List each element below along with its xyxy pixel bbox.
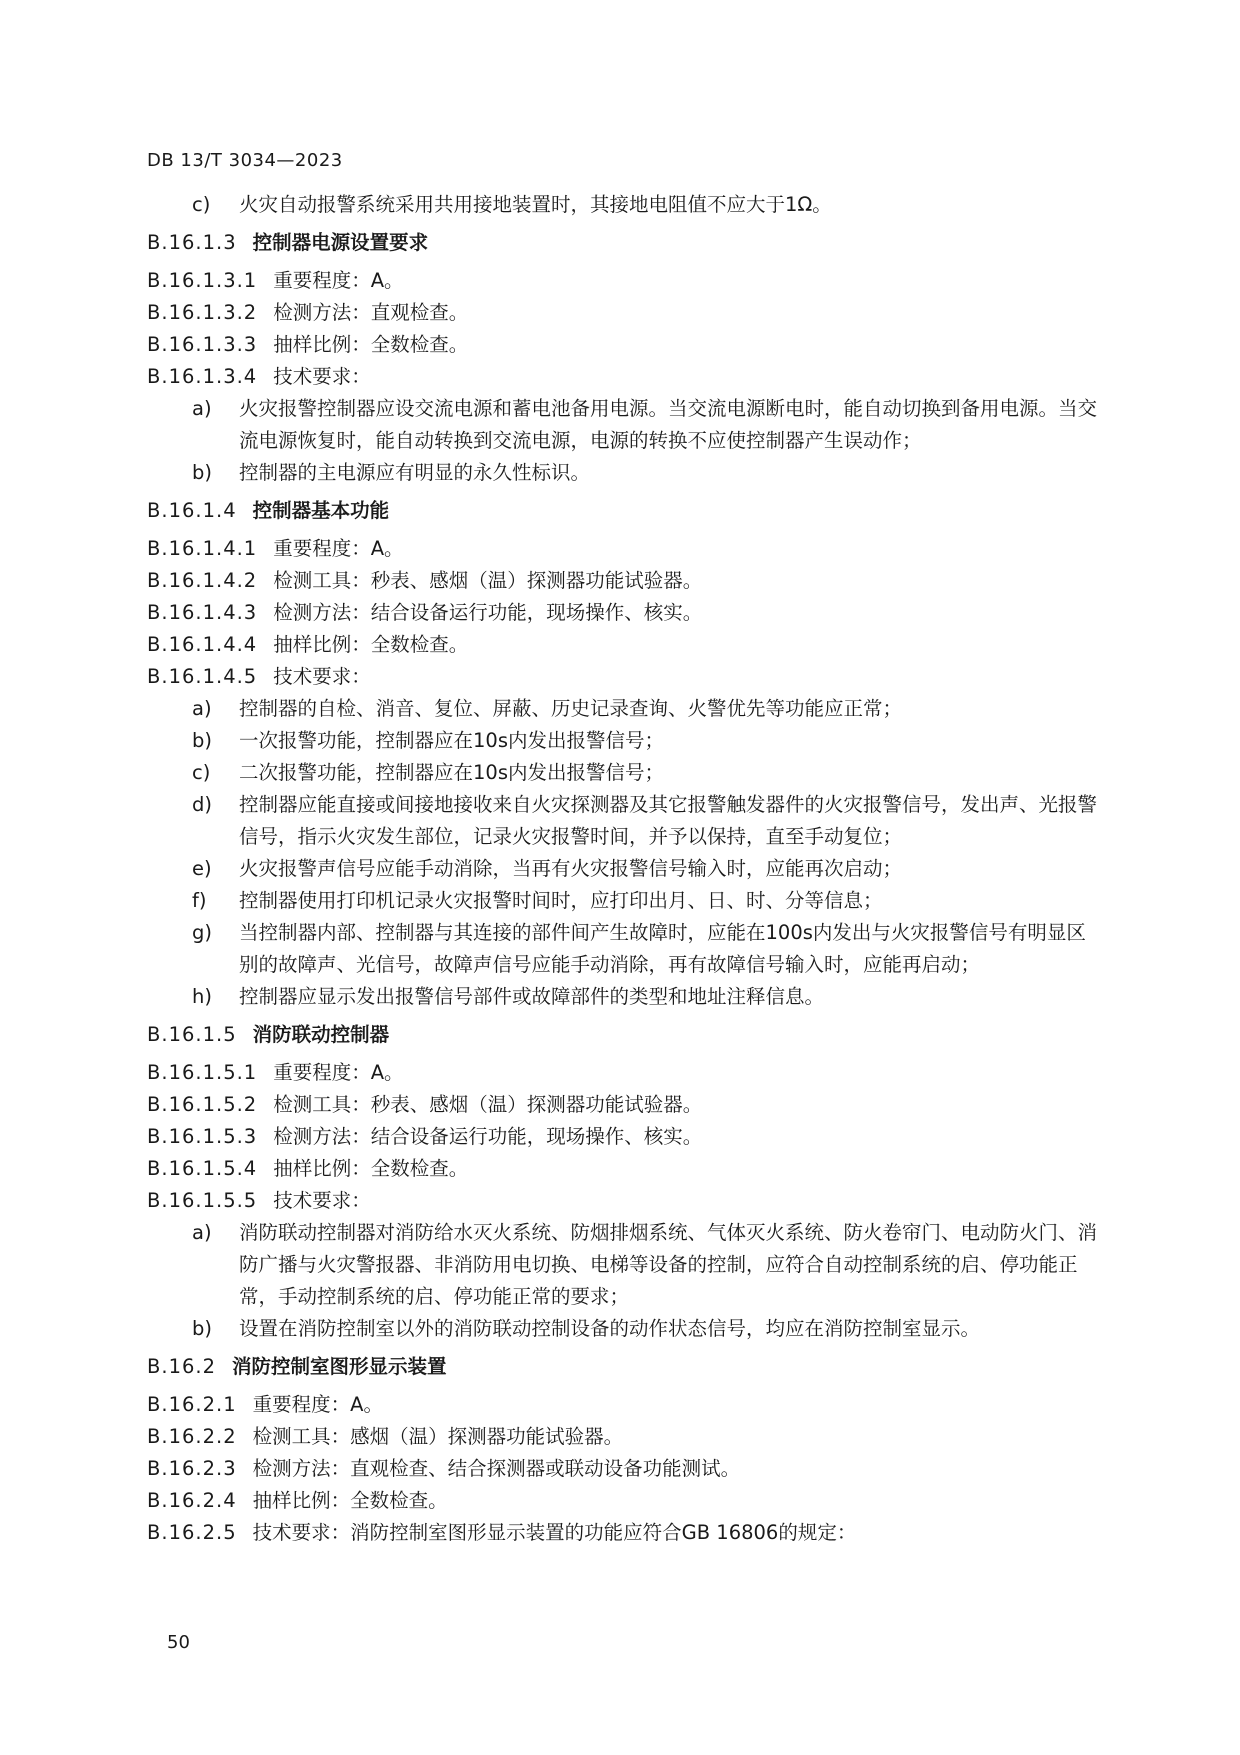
- list-item: [147, 693, 1097, 725]
- list-item-text: 火灾报警控制器应设交流电源和蓄电池备用电源。当交流电源断电时，能自动切换到备用电源。当交流电源恢复时，能自动转换到交流电源，电源的转换不应使控制器产生误动作；: [239, 397, 1098, 452]
- clause-number: B.16.1.5.1: [147, 1061, 258, 1084]
- list-marker: a): [192, 1221, 212, 1244]
- clause-text: 技术要求：: [273, 365, 371, 388]
- section-heading: [147, 1019, 1097, 1051]
- clause: [147, 629, 1097, 661]
- list-item-text: 火灾自动报警系统采用共用接地装置时，其接地电阻值不应大于1Ω。: [239, 193, 832, 216]
- clause-number: B.16.1.5.2: [147, 1093, 258, 1116]
- list-item: [147, 757, 1097, 789]
- clause: [147, 661, 1097, 693]
- clause: [147, 1153, 1097, 1185]
- clause-number: B.16.1.4.1: [147, 537, 258, 560]
- clause-text: 抽样比例：全数检查。: [273, 633, 469, 656]
- list-marker: h): [192, 985, 212, 1008]
- clause-number: B.16.1.3.2: [147, 301, 258, 324]
- clause-text: 检测工具：感烟（温）探测器功能试验器。: [252, 1425, 624, 1448]
- section-title: 控制器电源设置要求: [252, 231, 429, 254]
- clause: [147, 1121, 1097, 1153]
- document-body: [147, 189, 1097, 1549]
- section-number: B.16.1.4: [147, 499, 237, 522]
- list-item-text: 控制器应显示发出报警信号部件或故障部件的类型和地址注释信息。: [239, 985, 825, 1008]
- clause-number: B.16.1.5.5: [147, 1189, 258, 1212]
- clause: [147, 361, 1097, 393]
- clause-number: B.16.1.4.3: [147, 601, 258, 624]
- clause-number: B.16.1.5.3: [147, 1125, 258, 1148]
- clause-text: 技术要求：: [273, 1189, 371, 1212]
- clause-text: 检测方法：直观检查、结合探测器或联动设备功能测试。: [252, 1457, 741, 1480]
- clause-text: 技术要求：: [273, 665, 371, 688]
- section-title: 控制器基本功能: [252, 499, 390, 522]
- clause: [147, 1485, 1097, 1517]
- section-number: B.16.1.5: [147, 1023, 237, 1046]
- clause-number: B.16.1.5.4: [147, 1157, 258, 1180]
- list-item-text: 控制器的自检、消音、复位、屏蔽、历史记录查询、火警优先等功能应正常；: [239, 697, 903, 720]
- clause-number: B.16.1.4.2: [147, 569, 258, 592]
- list-item: [147, 189, 1097, 221]
- list-marker: c): [192, 761, 211, 784]
- list-item: [147, 1313, 1097, 1345]
- list-item-text: 火灾报警声信号应能手动消除，当再有火灾报警信号输入时，应能再次启动；: [239, 857, 903, 880]
- clause: [147, 1057, 1097, 1089]
- page-number: 50: [167, 1632, 190, 1653]
- clause-text: 检测工具：秒表、感烟（温）探测器功能试验器。: [273, 1093, 703, 1116]
- clause-text: 抽样比例：全数检查。: [273, 333, 469, 356]
- clause-number: B.16.1.4.5: [147, 665, 258, 688]
- list-item: [147, 853, 1097, 885]
- section-number: B.16.1.3: [147, 231, 237, 254]
- list-item-text: 控制器使用打印机记录火灾报警时间时，应打印出月、日、时、分等信息；: [239, 889, 883, 912]
- clause: [147, 329, 1097, 361]
- clause-number: B.16.1.3.1: [147, 269, 258, 292]
- list-item: [147, 885, 1097, 917]
- clause: [147, 1421, 1097, 1453]
- clause: [147, 1089, 1097, 1121]
- clause-number: B.16.2.4: [147, 1489, 237, 1512]
- list-item: [147, 457, 1097, 489]
- list-item: [147, 393, 1097, 457]
- clause-number: B.16.1.3.3: [147, 333, 258, 356]
- clause-text: 重要程度：A。: [273, 1061, 404, 1084]
- list-marker: c): [192, 193, 211, 216]
- list-item-text: 二次报警功能，控制器应在10s内发出报警信号；: [239, 761, 664, 784]
- list-item-text: 一次报警功能，控制器应在10s内发出报警信号；: [239, 729, 664, 752]
- list-marker: d): [192, 793, 212, 816]
- section-heading: [147, 227, 1097, 259]
- list-marker: e): [192, 857, 212, 880]
- list-marker: g): [192, 921, 212, 944]
- clause: [147, 265, 1097, 297]
- clause: [147, 1389, 1097, 1421]
- clause-number: B.16.2.3: [147, 1457, 237, 1480]
- section-heading: [147, 495, 1097, 527]
- clause-number: B.16.2.2: [147, 1425, 237, 1448]
- clause-text: 抽样比例：全数检查。: [273, 1157, 469, 1180]
- clause: [147, 1185, 1097, 1217]
- clause: [147, 1517, 1097, 1549]
- clause-text: 检测方法：结合设备运行功能，现场操作、核实。: [273, 601, 703, 624]
- clause-number: B.16.1.3.4: [147, 365, 258, 388]
- clause-text: 重要程度：A。: [252, 1393, 383, 1416]
- list-marker: a): [192, 697, 212, 720]
- clause-number: B.16.2.1: [147, 1393, 237, 1416]
- standard-code-header: DB 13/T 3034—2023: [147, 150, 343, 171]
- list-item: [147, 725, 1097, 757]
- list-item-text: 当控制器内部、控制器与其连接的部件间产生故障时，应能在100s内发出与火灾报警信号有明显区别的故障声、光信号，故障声信号应能手动消除，再有故障信号输入时，应能再启动；: [239, 921, 1086, 976]
- list-item: [147, 981, 1097, 1013]
- clause-number: B.16.2.5: [147, 1521, 237, 1544]
- list-item-text: 设置在消防控制室以外的消防联动控制设备的动作状态信号，均应在消防控制室显示。: [239, 1317, 981, 1340]
- clause: [147, 297, 1097, 329]
- clause: [147, 597, 1097, 629]
- list-item: [147, 789, 1097, 853]
- list-marker: a): [192, 397, 212, 420]
- list-item: [147, 917, 1097, 981]
- list-item: [147, 1217, 1097, 1313]
- list-item-text: 消防联动控制器对消防给水灭火系统、防烟排烟系统、气体灭火系统、防火卷帘门、电动防火门、消防广播与火灾警报器、非消防用电切换、电梯等设备的控制，应符合自动控制系统的启、停功能正常，手动控制系统的启、停功能正常的要求；: [239, 1221, 1098, 1308]
- list-item-text: 控制器应能直接或间接地接收来自火灾探测器及其它报警触发器件的火灾报警信号，发出声、光报警信号，指示火灾发生部位，记录火灾报警时间，并予以保持，直至手动复位；: [239, 793, 1098, 848]
- clause: [147, 533, 1097, 565]
- list-marker: b): [192, 1317, 212, 1340]
- list-marker: f): [192, 889, 207, 912]
- section-number: B.16.2: [147, 1355, 216, 1378]
- clause-text: 抽样比例：全数检查。: [252, 1489, 448, 1512]
- list-marker: b): [192, 729, 212, 752]
- list-item-text: 控制器的主电源应有明显的永久性标识。: [239, 461, 591, 484]
- list-marker: b): [192, 461, 212, 484]
- clause-text: 检测工具：秒表、感烟（温）探测器功能试验器。: [273, 569, 703, 592]
- clause-number: B.16.1.4.4: [147, 633, 258, 656]
- clause-text: 重要程度：A。: [273, 537, 404, 560]
- section-heading: [147, 1351, 1097, 1383]
- clause: [147, 565, 1097, 597]
- section-title: 消防联动控制器: [252, 1023, 390, 1046]
- clause-text: 技术要求：消防控制室图形显示装置的功能应符合GB 16806的规定：: [252, 1521, 857, 1544]
- section-title: 消防控制室图形显示装置: [232, 1355, 447, 1378]
- clause-text: 检测方法：结合设备运行功能，现场操作、核实。: [273, 1125, 703, 1148]
- clause-text: 重要程度：A。: [273, 269, 404, 292]
- clause: [147, 1453, 1097, 1485]
- clause-text: 检测方法：直观检查。: [273, 301, 469, 324]
